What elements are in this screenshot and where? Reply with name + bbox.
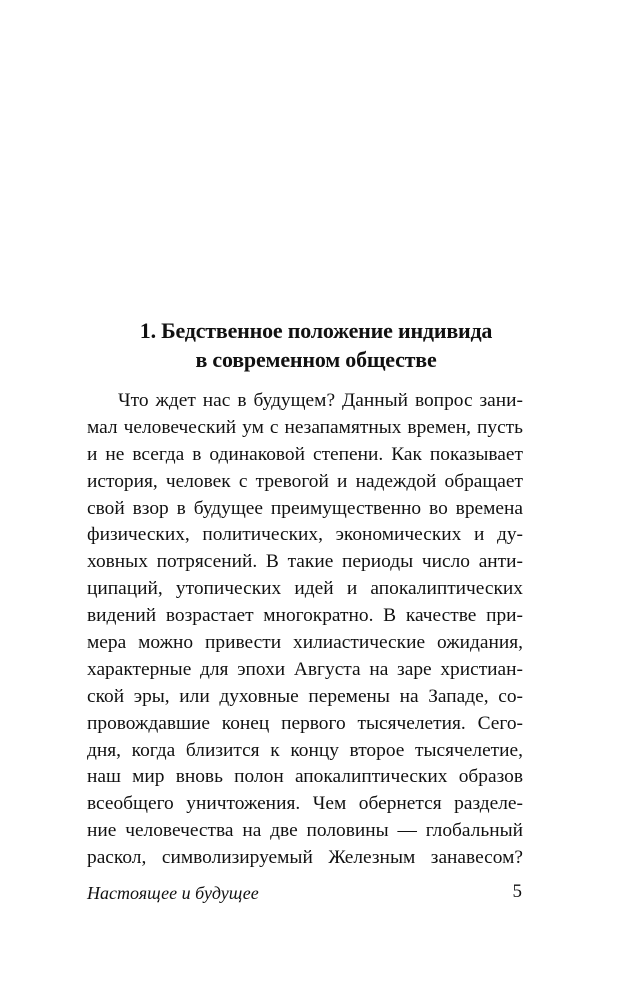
text-line: ховных потрясений. В такие периоды число анти-	[87, 551, 523, 573]
text-line: всеобщего уничтожения. Чем обернется разделе-	[87, 793, 523, 815]
heading-line-2: в современном обществе	[195, 347, 437, 372]
text-line: физических, политических, экономических и ду-	[87, 524, 523, 546]
text-line: ципаций, утопических идей и апокалиптических	[87, 578, 523, 600]
text-line: дня, когда близится к концу второе тысячелетие,	[87, 739, 523, 761]
running-footer-title: Настоящее и будущее	[87, 883, 259, 903]
text-line: характерные для эпохи Августа на заре христиан-	[87, 658, 523, 680]
text-line: свой взор в будущее преимущественно во времена	[87, 497, 523, 519]
text-line: видений возрастает многократно. В качестве при-	[87, 605, 523, 627]
text-line: ние человечества на две половины — глобальный	[87, 820, 523, 842]
heading-line-1: 1. Бедственное положение индивида	[139, 318, 493, 343]
text-line: мера можно привести хилиастические ожидания,	[87, 632, 523, 654]
text-line: раскол, символизируемый Железным занавесом?	[87, 847, 523, 869]
text-line: провождавшие конец первого тысячелетия. Сего-	[87, 712, 523, 734]
text-line: ской эры, или духовные перемены на Западе, со-	[87, 685, 523, 707]
text-line: наш мир вновь полон апокалиптических образов	[87, 766, 523, 788]
text-line: мал человеческий ум с незапамятных времен, пусть	[87, 416, 523, 438]
section-heading	[0, 316, 632, 374]
text-line: и не всегда в одинаковой степени. Как показывает	[87, 443, 523, 465]
body-paragraph	[87, 388, 523, 872]
page-number: 5	[512, 881, 522, 902]
text-line: история, человек с тревогой и надеждой обращает	[87, 470, 523, 492]
text-line: Что ждет нас в будущем? Данный вопрос зани-	[118, 390, 523, 411]
